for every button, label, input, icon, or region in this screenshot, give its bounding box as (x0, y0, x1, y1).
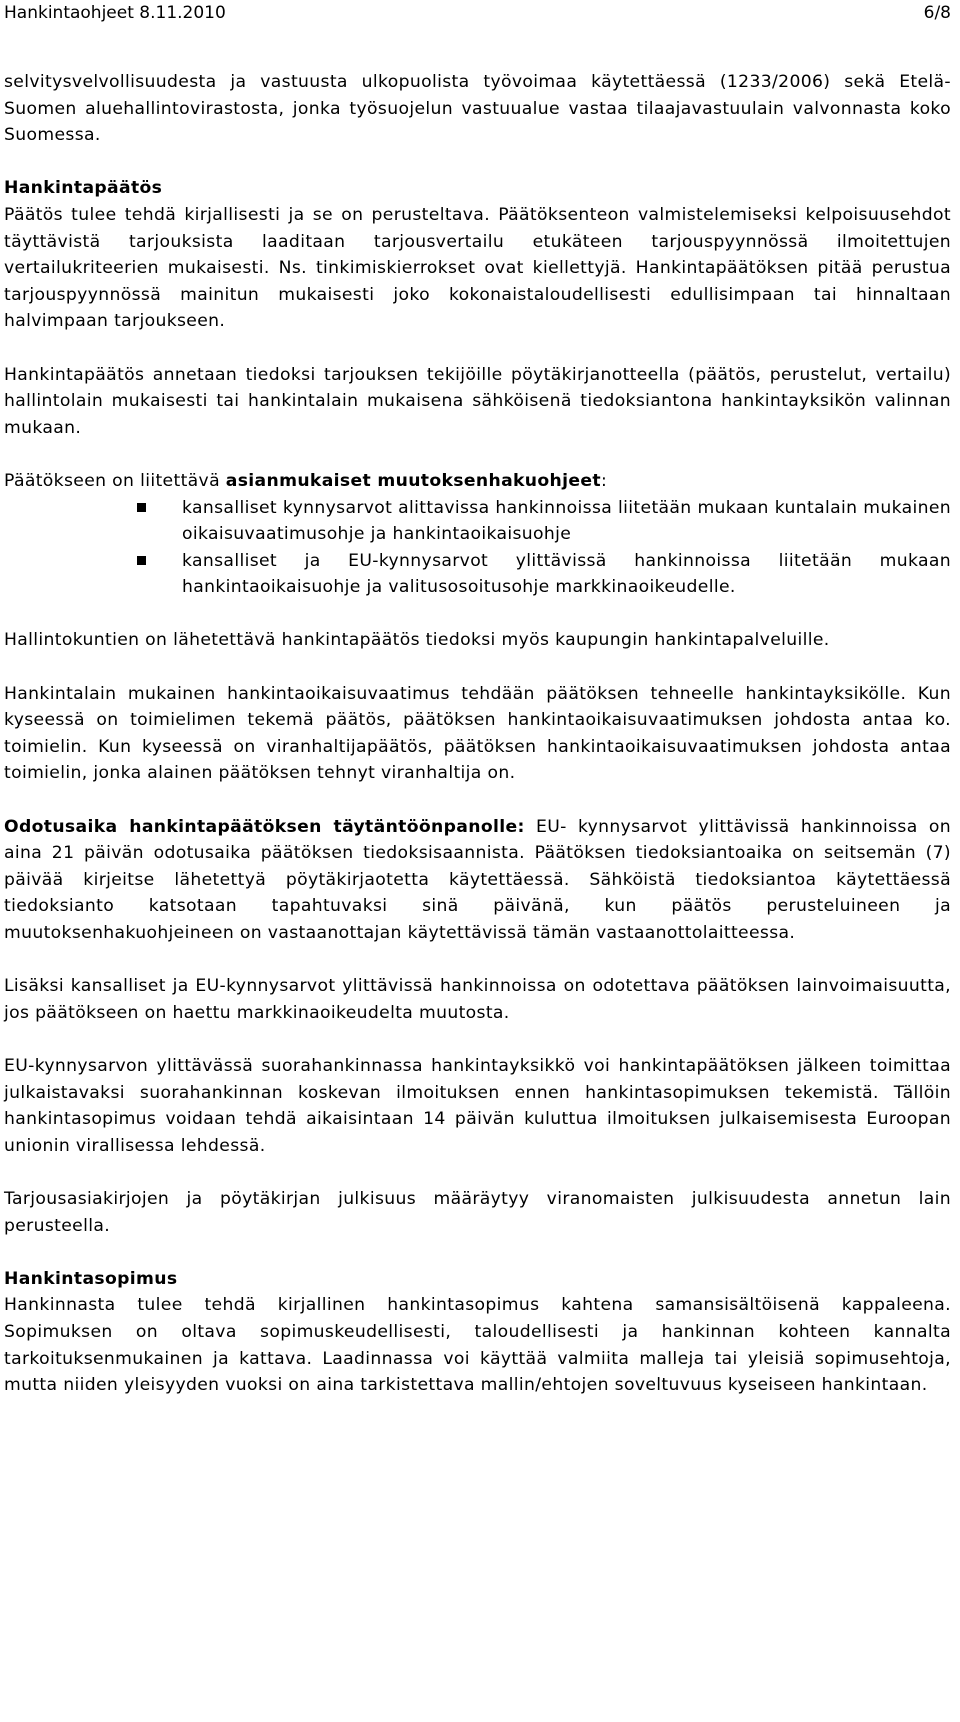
paragraph-8: Lisäksi kansalliset ja EU-kynnysarvot ylittävissä hankinnoissa on odotettava päätöksen lainvoimaisuutta, jos päätökseen on haettu markkinaoikeudelta muutosta. (4, 976, 951, 1023)
page-number: 6/8 (923, 3, 951, 23)
paragraph-7-bold: Odotusaika hankintapäätöksen täytäntöönpanolle: (4, 816, 525, 837)
paragraph-4 (4, 468, 951, 495)
paragraph-11: Hankinnasta tulee tehdä kirjallinen hankintasopimus kahtena samansisältöisenä kappaleena. Sopimuksen on oltava sopimuskeudellisesti, taloudellisesti ja hankinnan kohteen kannalta tarkoituksenmukainen ja kattava. Laadinnassa voi käyttää valmiita malleja tai yleisiä sopimusehtoja, mutta niiden yleisyyden vuoksi on aina tarkistettava mallin/ehtojen soveltuvuus kyseiseen hankintaan. (4, 1295, 951, 1396)
paragraph-10: Tarjousasiakirjojen ja pöytäkirjan julkisuus määräytyy viranomaisten julkisuudesta annetun lain perusteella. (4, 1188, 951, 1236)
document-title: Hankintaohjeet 8.11.2010 (4, 3, 226, 23)
document-page (4, 0, 951, 1399)
paragraph-3: Hankintapäätös annetaan tiedoksi tarjouksen tekijöille pöytäkirjanotteella (päätös, perustelut, vertailu) hallintolain mukaisesti tai hankintalain mukaisena sähköisenä tiedoksiantona hankintayksikön valinnan mukaan. (4, 364, 951, 438)
list-item-text: kansalliset kynnysarvot alittavissa hankinnoissa liitetään mukaan kuntalain mukainen oikaisuvaatimusohje ja hankintaoikaisuohje (182, 497, 951, 545)
paragraph-9: EU-kynnysarvon ylittävässä suorahankinnassa hankintayksikkö voi hankintapäätöksen jälkeen toimittaa julkaistavaksi suorahankinnan koskevan ilmoituksen ennen hankintasopimuksen tekemistä. Tällöin hankintasopimus voidaan tehdä aikaisintaan 14 päivän kuluttua ilmoituksen julkaisemisesta Euroopan unionin virallisessa lehdessä. (4, 1055, 951, 1156)
list-item (182, 548, 951, 601)
heading-hankintasopimus: Hankintasopimus (4, 1268, 178, 1289)
page-header (4, 0, 951, 24)
paragraph-5: Hallintokuntien on lähetettävä hankintapäätös tiedoksi myös kaupungin hankintapalveluille. (4, 630, 830, 651)
document-body (4, 69, 951, 1399)
list-item-text: kansalliset ja EU-kynnysarvot ylittävissä hankinnoissa liitetään mukaan hankintaoikaisuohje ja valitusosoitusohje markkinaoikeudelle. (182, 550, 951, 598)
paragraph-1: selvitysvelvollisuudesta ja vastuusta ulkopuolista työvoimaa käytettäessä (1233/2006) sekä Etelä-Suomen aluehallintovirastosta, jonka työsuojelun vastuualue vastaa tilaajavastuulain valvonnasta koko Suomessa. (4, 72, 951, 146)
square-bullet-icon (137, 503, 146, 512)
paragraph-4-suffix: : (600, 470, 608, 491)
paragraph-6: Hankintalain mukainen hankintaoikaisuvaatimus tehdään päätöksen tehneelle hankintayksikölle. Kun kyseessä on toimielimen tekemä päätös, päätöksen hankintaoikaisuvaatimuksen johdosta antaa ko. toimielin. Kun kyseessä on viranhaltijapäätös, päätöksen hankintaoikaisuvaatimuksen johdosta antaa toimielin, jonka alainen päätöksen tehnyt viranhaltija on. (4, 683, 951, 784)
appeal-instructions-list (4, 495, 951, 601)
paragraph-4-prefix: Päätökseen on liitettävä (4, 470, 226, 491)
list-item (182, 495, 951, 548)
paragraph-7 (4, 814, 951, 947)
square-bullet-icon (137, 556, 146, 565)
heading-hankintapaatos: Hankintapäätös (4, 178, 163, 199)
paragraph-7-rest: EU- kynnysarvot ylittävissä hankinnoissa on aina 21 päivän odotusaika päätöksen tiedoksisaannista. Päätöksen tiedoksiantoaika on seitsemän (7) päivää kirjeitse lähetettyä pöytäkirjaotetta käytettäessä. Sähköistä tiedoksiantoa käytettäessä tiedoksianto katsotaan tapahtuvaksi sinä päivänä, kun päätös perusteluineen ja muutoksenhakuohjeineen on vastaanottajan käytettävissä tämän vastaanottolaitteessa. (4, 816, 951, 943)
paragraph-2: Päätös tulee tehdä kirjallisesti ja se on perusteltava. Päätöksenteon valmistelemiseksi kelpoisuusehdot täyttävistä tarjouksista laaditaan tarjousvertailu etukäteen tarjouspyynnössä ilmoitettujen vertailukriteerien mukaisesti. Ns. tinkimiskierrokset ovat kiellettyjä. Hankintapäätöksen pitää perustua tarjouspyynnössä mainitun mukaisesti joko kokonaistaloudellisesti edullisimpaan tai hinnaltaan halvimpaan tarjoukseen. (4, 204, 951, 332)
paragraph-4-bold: asianmukaiset muutoksenhakuohjeet (225, 470, 601, 491)
